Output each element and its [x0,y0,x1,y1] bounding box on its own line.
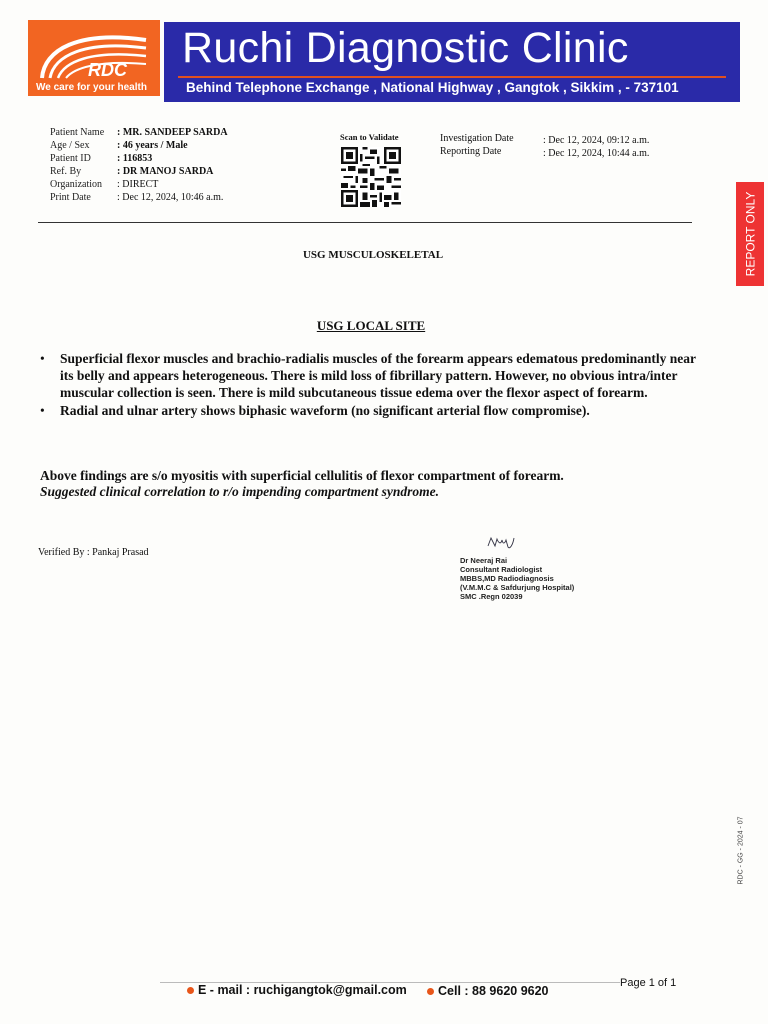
footer-cell[interactable]: Cell : 88 9620 9620 [438,984,549,998]
finding-text: Superficial flexor muscles and brachio-radialis muscles of the forearm appears edematous predominantly near its belly and appears heterogeneous. There is mild loss of fibrillary pattern. However, no obvious intra/inter muscular collection is seen. There is mild subcutaneous tissue edema over the flexor aspect of forearm. [60,351,696,400]
patient-id-value: : 116853 [117,153,153,164]
doctor-title: Consultant Radiologist [460,565,543,574]
print-date-label: Print Date [50,192,91,203]
finding-item [40,402,700,419]
qr-code-icon[interactable] [341,147,401,207]
finding-text: Radial and ulnar artery shows biphasic waveform (no significant arterial flow compromise). [60,403,590,418]
patient-name-label: Patient Name [50,127,105,138]
investigation-date-label: Investigation Date [440,133,514,144]
doctor-registration: SMC .Regn 02039 [460,592,523,601]
age-sex-label: Age / Sex [50,140,90,151]
doctor-name: Dr Neeraj Rai [460,556,508,565]
header-divider [38,222,692,223]
scan-label: Scan to Validate [340,132,399,142]
banner-divider [178,76,726,78]
impression: Above findings are s/o myositis with superficial cellulitis of flexor compartment of forearm. [40,468,564,483]
verified-by: Verified By : Pankaj Prasad [38,547,149,558]
findings-list [40,350,700,420]
page-number: Page 1 of 1 [620,977,677,989]
clinic-name: Ruchi Diagnostic Clinic [182,24,629,72]
report-only-label: REPORT ONLY [743,191,758,277]
organization-label: Organization [50,179,103,190]
bullet-icon: • [40,403,45,418]
doctor-training: (V.M.M.C & Safdurjung Hospital) [460,583,575,592]
signature-image [486,534,516,552]
patient-name-value: : MR. SANDEEP SARDA [117,127,228,138]
print-date-value: : Dec 12, 2024, 10:46 a.m. [117,192,224,203]
reporting-date-value: : Dec 12, 2024, 10:44 a.m. [543,148,650,159]
cell-bullet-icon [427,988,434,995]
form-code: RDC - GG - 2024 - 07 [737,815,745,885]
finding-item [40,350,700,401]
clinic-logo [28,20,160,96]
email-bullet-icon [187,987,194,994]
clinic-address: Behind Telephone Exchange , National Highway , Gangtok , Sikkim , - 737101 [186,80,679,95]
ref-by-label: Ref. By [50,166,82,177]
investigation-date-value: : Dec 12, 2024, 09:12 a.m. [543,135,650,146]
organization-value: : DIRECT [117,179,159,190]
bullet-icon: • [40,351,45,366]
ref-by-value: : DR MANOJ SARDA [117,166,214,177]
clinical-suggestion: Suggested clinical correlation to r/o impending compartment syndrome. [40,484,440,499]
exam-title: USG MUSCULOSKELETAL [302,249,444,261]
patient-id-label: Patient ID [50,153,91,164]
title-banner [164,22,740,102]
age-sex-value: : 46 years / Male [117,140,188,151]
reporting-date-label: Reporting Date [440,146,502,157]
section-title: USG LOCAL SITE [316,318,426,333]
footer-email[interactable]: E - mail : ruchigangtok@gmail.com [198,983,407,997]
logo-tagline: We care for your health [36,82,147,93]
doctor-degrees: MBBS,MD Radiodiagnosis [460,574,554,583]
logo-text: RDC [88,60,127,80]
